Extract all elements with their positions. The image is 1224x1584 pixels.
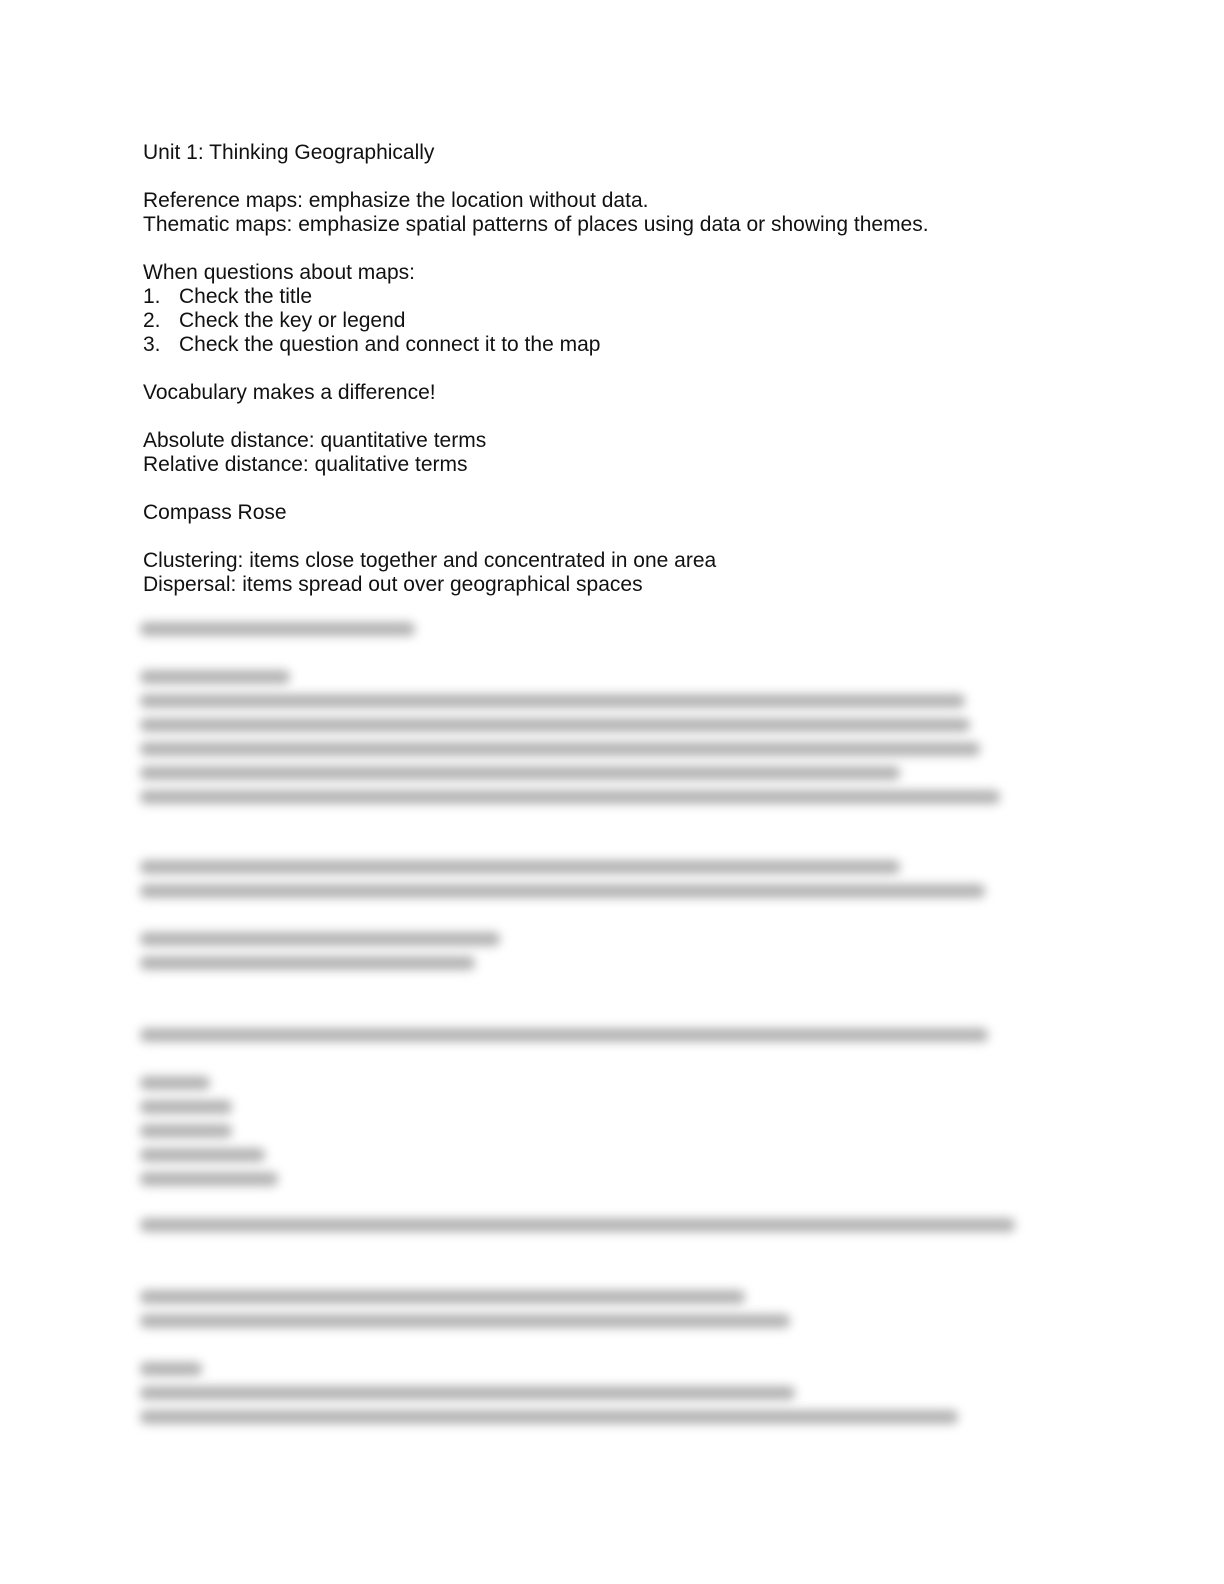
blurred-line: [140, 1148, 265, 1162]
blurred-line: [140, 1410, 958, 1424]
list-text: Check the key or legend: [179, 309, 406, 332]
list-item: [143, 309, 1103, 333]
compass-rose-line: Compass Rose: [143, 501, 287, 524]
blurred-line: [140, 1314, 790, 1328]
blurred-line: [140, 790, 1000, 804]
blurred-line: [140, 932, 500, 946]
document-body: [143, 141, 1103, 597]
questions-intro: When questions about maps:: [143, 261, 415, 284]
blurred-line: [140, 742, 980, 756]
list-number: 1.: [143, 285, 161, 308]
list-number: 2.: [143, 309, 161, 332]
blurred-line: [140, 1124, 232, 1138]
thematic-maps-line: Thematic maps: emphasize spatial patterns of places using data or showing themes.: [143, 213, 929, 236]
blurred-line: [140, 622, 415, 636]
blurred-content: [140, 612, 1040, 1442]
absolute-distance-line: Absolute distance: quantitative terms: [143, 429, 487, 452]
blurred-line: [140, 766, 900, 780]
relative-distance-line: Relative distance: qualitative terms: [143, 453, 468, 476]
list-number: 3.: [143, 333, 161, 356]
blurred-line: [140, 1218, 1015, 1232]
blurred-line: [140, 670, 290, 684]
list-text: Check the title: [179, 285, 313, 308]
blurred-line: [140, 1172, 278, 1186]
blurred-line: [140, 718, 970, 732]
blurred-line: [140, 1076, 210, 1090]
blurred-line: [140, 1100, 232, 1114]
dispersal-line: Dispersal: items spread out over geographical spaces: [143, 573, 643, 596]
clustering-line: Clustering: items close together and concentrated in one area: [143, 549, 717, 572]
blurred-line: [140, 1362, 202, 1376]
blurred-line: [140, 860, 900, 874]
blurred-line: [140, 1290, 745, 1304]
reference-maps-line: Reference maps: emphasize the location without data.: [143, 189, 649, 212]
blurred-line: [140, 1386, 795, 1400]
list-item: [143, 333, 1103, 357]
list-text: Check the question and connect it to the map: [179, 333, 601, 356]
page-title: Unit 1: Thinking Geographically: [143, 141, 435, 164]
blurred-line: [140, 956, 475, 970]
blurred-line: [140, 1028, 988, 1042]
blurred-line: [140, 884, 985, 898]
blurred-line: [140, 694, 965, 708]
list-item: [143, 285, 1103, 309]
vocabulary-line: Vocabulary makes a difference!: [143, 381, 436, 404]
